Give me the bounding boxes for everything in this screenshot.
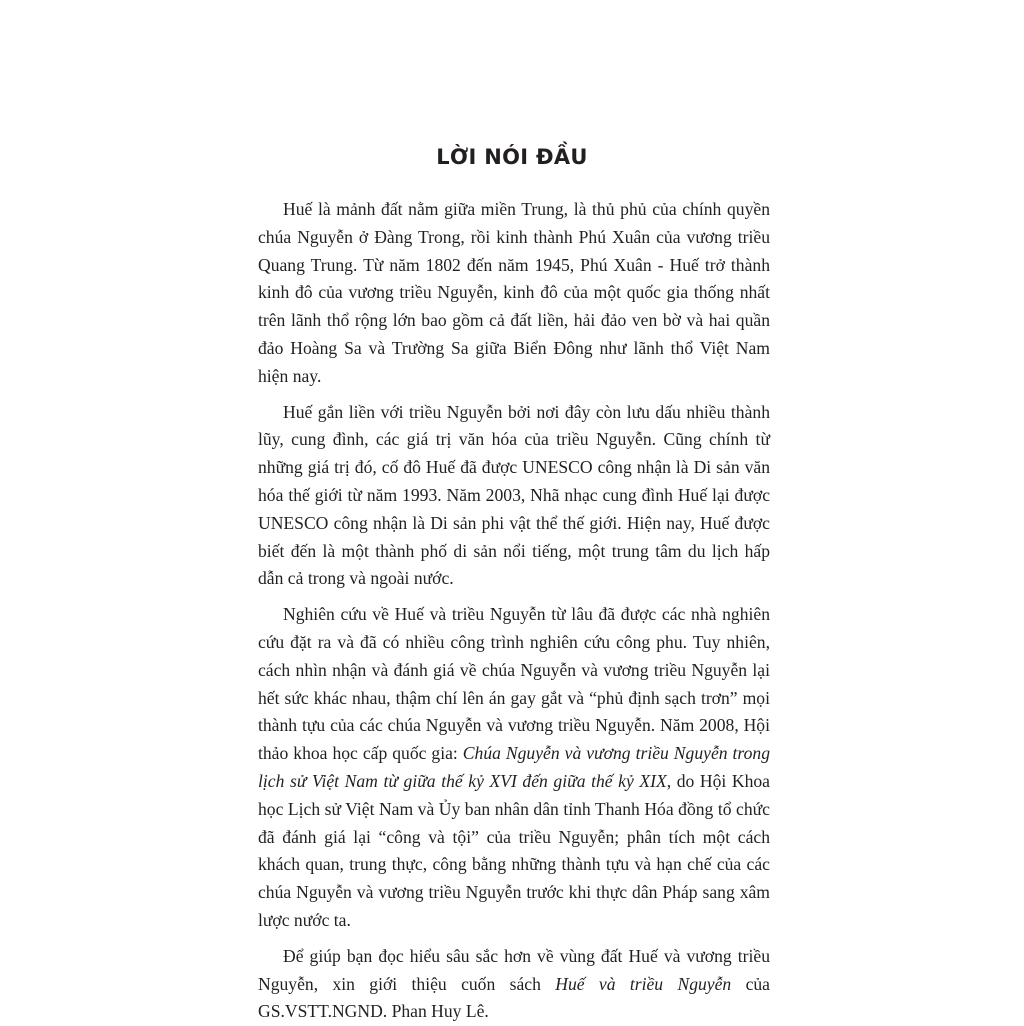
paragraph-4 bbox=[258, 943, 770, 1026]
paragraph-3-text-after: , do Hội Khoa học Lịch sử Việt Nam và Ủy ban nhân dân tỉnh Thanh Hóa đồng tổ chức đã đánh giá lại “công và tội” của triều Nguyễn; phân tích một cách khách quan, trung thực, công bằng những thành tựu và hạn chế của các chúa Nguyễn và vương triều Nguyễn trước khi thực dân Pháp sang xâm lược nước ta. bbox=[258, 770, 770, 930]
preface-body bbox=[258, 196, 770, 1026]
paragraph-3-text-before: Nghiên cứu về Huế và triều Nguyễn từ lâu đã được các nhà nghiên cứu đặt ra và đã có nhiều công trình nghiên cứu công phu. Tuy nhiên, cách nhìn nhận và đánh giá về chúa Nguyễn và vương triều Nguyễn lại hết sức khác nhau, thậm chí lên án gay gắt và “phủ định sạch trơn” mọi thành tựu của các chúa Nguyễn và vương triều Nguyễn. Năm 2008, Hội thảo khoa học cấp quốc gia: bbox=[258, 604, 770, 764]
paragraph-4-text-before: Để giúp bạn đọc hiểu sâu sắc hơn về vùng đất Huế và vương triều Nguyễn, xin giới thiệu cuốn sách bbox=[258, 945, 770, 994]
paragraph-4-book-title: Huế và triều Nguyễn bbox=[555, 973, 732, 994]
paragraph-4-text-after: của GS.VSTT.NGND. Phan Huy Lê. bbox=[258, 973, 770, 1022]
paragraph-3 bbox=[258, 601, 770, 935]
paragraph-2: Huế gắn liền với triều Nguyễn bởi nơi đây còn lưu dấu nhiều thành lũy, cung đình, các giá trị văn hóa của triều Nguyễn. Cũng chính từ những giá trị đó, cố đô Huế đã được UNESCO công nhận là Di sản văn hóa thế giới từ năm 1993. Năm 2003, Nhã nhạc cung đình Huế lại được UNESCO công nhận là Di sản phi vật thể thế giới. Hiện nay, Huế được biết đến là một thành phố di sản nổi tiếng, một trung tâm du lịch hấp dẫn cả trong và ngoài nước. bbox=[258, 401, 770, 589]
paragraph-1: Huế là mảnh đất nằm giữa miền Trung, là thủ phủ của chính quyền chúa Nguyễn ở Đàng Trong, rồi kinh thành Phú Xuân của vương triều Quang Trung. Từ năm 1802 đến năm 1945, Phú Xuân - Huế trở thành kinh đô của vương triều Nguyễn, kinh đô của một quốc gia thống nhất trên lãnh thổ rộng lớn bao gồm cả đất liền, hải đảo ven bờ và hai quần đảo Hoàng Sa và Trường Sa giữa Biển Đông như lãnh thổ Việt Nam hiện nay. bbox=[258, 199, 770, 386]
page-title: LỜI NÓI ĐẦU bbox=[436, 145, 588, 169]
paragraph-3-conference-title: Chúa Nguyễn và vương triều Nguyễn trong lịch sử Việt Nam từ giữa thế kỷ XVI đến giữa thế kỷ XIX bbox=[258, 743, 771, 791]
